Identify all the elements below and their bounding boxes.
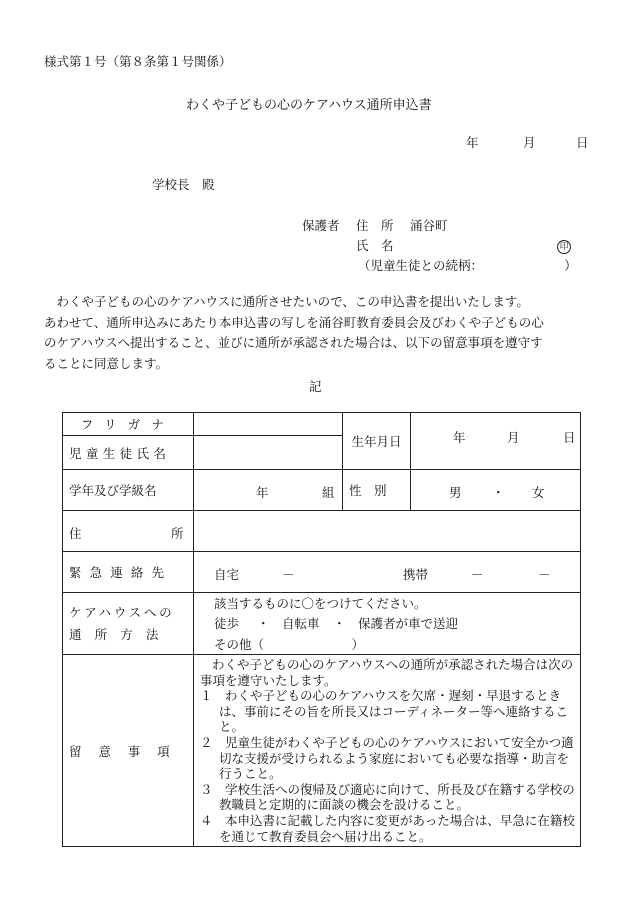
note-item: １ わくや子どもの心のケアハウスを欠席・遅刻・早退するときは、事前にその旨を所長又はコーディネーター等へ連絡すること。 [200, 688, 569, 735]
commute-car[interactable]: 保護者が車で送迎 [358, 616, 459, 631]
birthdate-input[interactable] [411, 413, 581, 470]
guardian-address-value: 涌谷町 [410, 218, 448, 233]
commute-options [194, 593, 581, 655]
furigana-label: フリガナ [63, 413, 194, 436]
seal-icon: 印 [557, 240, 571, 254]
consent-paragraph [44, 292, 592, 374]
sex-male[interactable]: 男 [449, 485, 462, 500]
consent-line: のケアハウスへ提出すること、並びに通所が承認された場合は、以下の留意事項を遵守す [44, 335, 543, 350]
grade-class: 組 [322, 485, 335, 500]
birthdate-label: 生年月日 [343, 413, 411, 470]
form-title: わくや子どもの心のケアハウス通所申込書 [186, 98, 432, 113]
consent-line: ることに同意します。 [44, 355, 169, 371]
address-label [63, 511, 194, 552]
sex-choice[interactable] [411, 470, 581, 511]
emergency-label: 緊急連絡先 [63, 552, 194, 593]
birth-year: 年 [453, 430, 466, 445]
note-item: ４ 本申込書に記載した内容に変更があった場合は、早急に在籍校を通じて教育委員会へ届け出ること。 [200, 812, 575, 844]
grade-year: 年 [256, 485, 269, 500]
address-label-second: 所 [171, 526, 184, 541]
home-dash: － [282, 567, 295, 582]
commute-label-line2: 通所方法 [69, 627, 172, 642]
guardian-label: 保護者 [302, 218, 340, 233]
ki-heading: 記 [309, 379, 322, 394]
consent-line: あわせて、通所申込みにあたり本申込書の写しを涌谷町教育委員会及びわくや子どもの心 [44, 314, 544, 330]
grade-input[interactable] [194, 470, 343, 511]
sex-separator: ・ [492, 485, 505, 500]
commute-other[interactable]: その他（ ） [214, 637, 365, 652]
guardian-relation: （児童生徒との続柄： ） [358, 258, 577, 273]
date-year: 年 [466, 135, 479, 150]
addressee: 学校長 殿 [152, 177, 215, 192]
note-item: ２ 児童生徒がわくや子どもの心のケアハウスにおいて安全かつ適切な支援が受けられるよう家庭においても必要な指導・助言を行うこと。 [200, 734, 574, 782]
notes-intro: わくや子どもの心のケアハウスへの通所が承認された場合は次の事項を遵守いたします。 [200, 657, 574, 688]
commute-separator: ・ [257, 616, 270, 631]
student-name-input[interactable] [194, 436, 343, 470]
home-label: 自宅 [214, 567, 240, 582]
date-day: 日 [576, 135, 589, 150]
sex-label: 性 別 [343, 470, 411, 511]
form-number: 様式第１号（第８条第１号関係） [44, 54, 232, 69]
furigana-input[interactable] [194, 413, 343, 436]
commute-bicycle[interactable]: 自転車 [282, 616, 320, 631]
grade-label: 学年及び学級名 [63, 470, 194, 511]
notes-label: 留意事項 [63, 655, 194, 847]
commute-walk[interactable]: 徒歩 [214, 616, 240, 631]
date-month: 月 [523, 135, 536, 150]
commute-instruction: 該当するものに〇をつけてください。 [214, 596, 427, 611]
application-table [62, 412, 581, 847]
student-name-label: 児童生徒氏名 [63, 436, 194, 470]
note-item: ３ 学校生活への復帰及び適応に向けて、所長及び在籍する学校の教職員と定期的に面談の機会を設けること。 [200, 781, 575, 813]
mobile-label: 携帯 [403, 567, 429, 582]
emergency-input[interactable] [194, 552, 581, 593]
commute-separator: ・ [333, 616, 346, 631]
consent-line: わくや子どもの心のケアハウスに通所させたいので、この申込書を提出いたします。 [44, 294, 529, 309]
sex-female[interactable]: 女 [532, 485, 545, 500]
commute-label [63, 593, 194, 655]
birth-month: 月 [507, 430, 520, 445]
notes-content [194, 655, 581, 847]
guardian-address-label: 住 所 [356, 218, 394, 233]
address-label-first: 住 [69, 526, 82, 541]
mobile-dash-2: － [538, 567, 551, 582]
mobile-dash-1: － [471, 567, 484, 582]
commute-label-line1: ケアハウスへの [69, 605, 175, 620]
seal-mark [557, 237, 571, 254]
guardian-name-label: 氏 名 [356, 238, 394, 253]
birth-day: 日 [563, 430, 576, 445]
address-input[interactable] [194, 511, 581, 552]
